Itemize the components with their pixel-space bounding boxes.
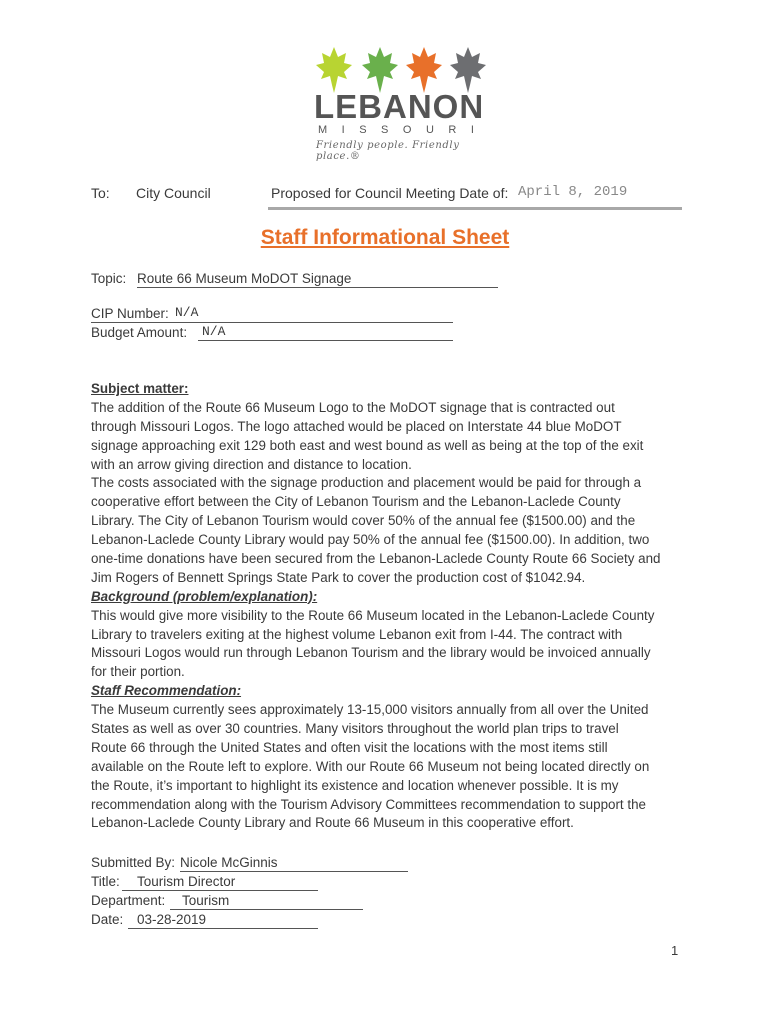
- topic-label: Topic:: [91, 271, 127, 286]
- submitted-value: Nicole McGinnis: [180, 855, 278, 870]
- leaf-icon-2: [362, 47, 398, 93]
- budget-label: Budget Amount:: [91, 325, 188, 340]
- to-label: To:: [91, 185, 110, 201]
- leaf-icon-1: [316, 47, 352, 93]
- leaf-icon-3: [406, 47, 442, 93]
- background-line: Missouri Logos would run through Lebanon Tourism and the library would be invoiced annually: [91, 645, 651, 661]
- budget-underline: [198, 340, 453, 341]
- recommendation-line: The Museum currently sees approximately 13-15,000 visitors annually from all over the United: [91, 702, 649, 718]
- title-label: Title:: [91, 874, 120, 889]
- recommendation-line: recommendation along with the Tourism Advisory Committees recommendation to support the: [91, 796, 646, 812]
- background-line: This would give more visibility to the Route 66 Museum located in the Lebanon-Laclede County: [91, 607, 655, 623]
- date-value: 03-28-2019: [137, 912, 207, 927]
- background-heading: Background (problem/explanation):: [91, 588, 318, 604]
- page-title: Staff Informational Sheet: [260, 226, 510, 249]
- subject-line: signage approaching exit 129 both east and west bound as well as being at the top of the exit: [91, 437, 644, 453]
- logo-tagline: Friendly people. Friendly place.®: [316, 140, 460, 162]
- logo-wordmark: LEBANON: [314, 88, 485, 125]
- subject-line: cooperative effort between the City of Lebanon Tourism and the Lebanon-Laclede County: [91, 494, 621, 510]
- proposed-date: April 8, 2019: [518, 184, 628, 200]
- recommendation-line: available on the Route left to explore. With our Route 66 Museum not being located directly on: [91, 758, 650, 774]
- submitted-underline: [180, 871, 408, 872]
- submitted-label: Submitted By:: [91, 855, 176, 870]
- department-underline: [170, 909, 363, 910]
- date-underline: [128, 928, 318, 929]
- header-divider: [268, 207, 682, 210]
- subject-line: one-time donations have been secured from the Lebanon-Laclede County Route 66 Society and: [91, 551, 661, 567]
- title-value: Tourism Director: [137, 874, 236, 889]
- subject-line: The addition of the Route 66 Museum Logo to the MoDOT signage that is contracted out: [91, 399, 615, 415]
- recommendation-line: the Route, it’s important to highlight its existence and location whenever possible. It is my: [91, 777, 619, 793]
- topic-value: Route 66 Museum MoDOT Signage: [137, 271, 352, 286]
- budget-value: N/A: [202, 324, 226, 339]
- to-value: City Council: [136, 185, 211, 201]
- cip-value: N/A: [175, 305, 199, 320]
- leaf-icon-4: [450, 47, 486, 93]
- page-number: 1: [671, 943, 679, 958]
- subject-line: through Missouri Logos. The logo attached would be placed on Interstate 44 blue MoDOT: [91, 418, 622, 434]
- recommendation-line: Lebanon-Laclede County Library and Route 66 Museum in this cooperative effort.: [91, 815, 574, 831]
- subject-line: Lebanon-Laclede County Library would pay 50% of the annual fee ($1500.00). In addition, two: [91, 532, 650, 548]
- cip-label: CIP Number:: [91, 306, 169, 321]
- subject-line: Library. The City of Lebanon Tourism would cover 50% of the annual fee ($1500.00) and the: [91, 513, 636, 529]
- subject-line: Jim Rogers of Bennett Springs State Park to cover the production cost of $1042.94.: [91, 569, 586, 585]
- title-underline: [122, 890, 318, 891]
- subject-line: The costs associated with the signage production and placement would be paid for through a: [91, 475, 642, 491]
- cip-underline: [91, 322, 453, 323]
- department-value: Tourism: [182, 893, 230, 908]
- logo-state: MISSOURI: [318, 124, 489, 136]
- background-line: Library to travelers exiting at the highest volume Lebanon exit from I-44. The contract with: [91, 626, 623, 642]
- recommendation-line: States as well as over 30 countries. Many visitors throughout the world plan trips to travel: [91, 721, 619, 737]
- document-body: [91, 380, 691, 833]
- topic-underline: [137, 287, 498, 288]
- date-label: Date:: [91, 912, 124, 927]
- subject-heading: Subject matter:: [91, 381, 189, 396]
- proposed-label: Proposed for Council Meeting Date of:: [271, 185, 509, 201]
- recommendation-line: Route 66 through the United States and often visit the locations with the most items still: [91, 739, 608, 755]
- background-line: for their portion.: [91, 664, 185, 680]
- subject-line: with an arrow giving direction and distance to location.: [91, 456, 412, 472]
- recommendation-heading: Staff Recommendation:: [91, 683, 242, 699]
- department-label: Department:: [91, 893, 166, 908]
